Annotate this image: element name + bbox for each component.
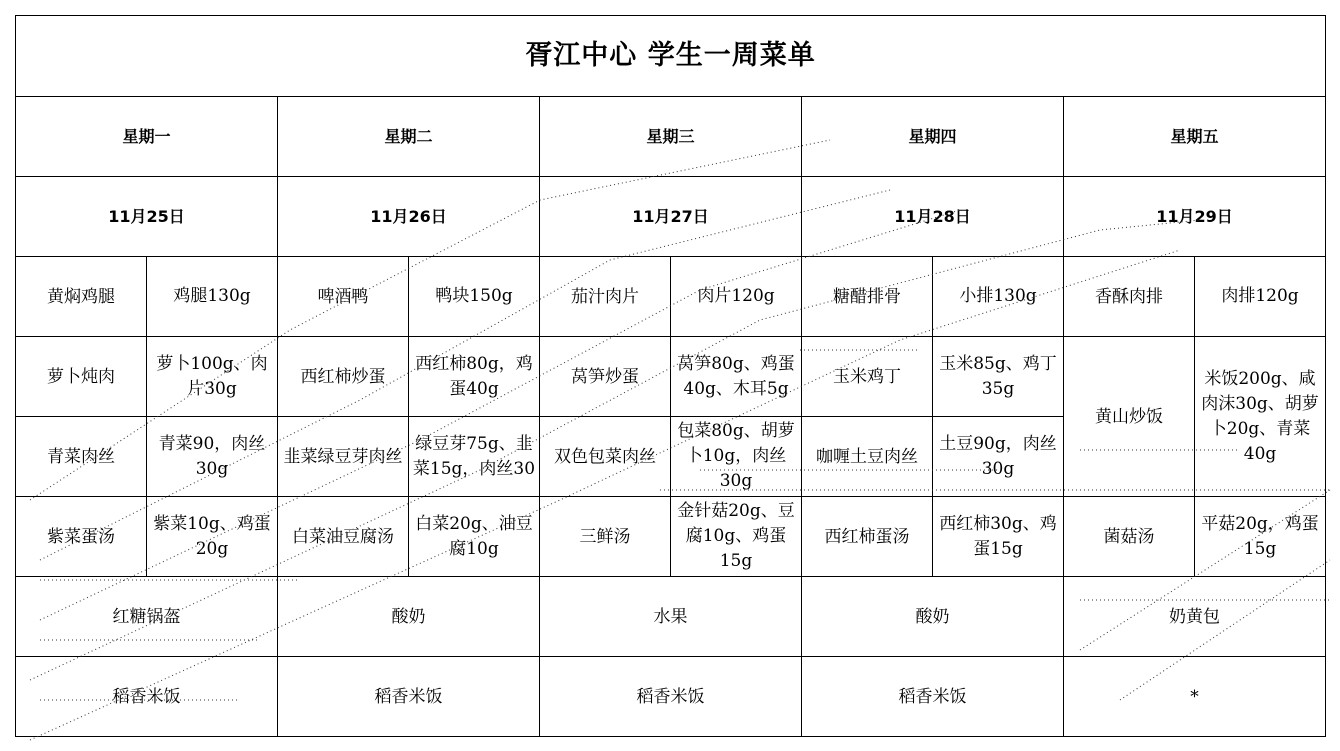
weekday-header: 星期四 xyxy=(802,97,1064,177)
snack-cell: 酸奶 xyxy=(802,577,1064,657)
weekday-header: 星期五 xyxy=(1064,97,1326,177)
dish-ingredients: 米饭200g、咸肉沫30g、胡萝卜20g、青菜40g xyxy=(1195,337,1326,497)
dish-ingredients: 鸡腿130g xyxy=(147,257,278,337)
dish-name: 糖醋排骨 xyxy=(802,257,933,337)
dish-name: 韭菜绿豆芽肉丝 xyxy=(278,417,409,497)
dish-name: 莴笋炒蛋 xyxy=(540,337,671,417)
dish-ingredients: 包菜80g、胡萝卜10g，肉丝30g xyxy=(671,417,802,497)
snack-cell: 水果 xyxy=(540,577,802,657)
side-dish-row-1 xyxy=(16,337,1326,417)
dish-ingredients: 绿豆芽75g、韭菜15g，肉丝30 xyxy=(409,417,540,497)
dish-ingredients: 玉米85g、鸡丁35g xyxy=(933,337,1064,417)
staple-cell: 稻香米饭 xyxy=(278,657,540,737)
dish-ingredients: 小排130g xyxy=(933,257,1064,337)
dish-ingredients: 莴笋80g、鸡蛋40g、木耳5g xyxy=(671,337,802,417)
dish-name: 双色包菜肉丝 xyxy=(540,417,671,497)
dish-name: 三鲜汤 xyxy=(540,497,671,577)
weekday-header: 星期一 xyxy=(16,97,278,177)
dish-ingredients: 西红柿30g、鸡蛋15g xyxy=(933,497,1064,577)
dish-name: 西红柿炒蛋 xyxy=(278,337,409,417)
dish-ingredients: 西红柿80g，鸡蛋40g xyxy=(409,337,540,417)
dish-name: 青菜肉丝 xyxy=(16,417,147,497)
dish-name: 萝卜炖肉 xyxy=(16,337,147,417)
title-row xyxy=(16,16,1326,97)
dish-ingredients: 肉排120g xyxy=(1195,257,1326,337)
dish-ingredients: 平菇20g，鸡蛋15g xyxy=(1195,497,1326,577)
dish-ingredients: 土豆90g，肉丝30g xyxy=(933,417,1064,497)
dish-name: 紫菜蛋汤 xyxy=(16,497,147,577)
staple-cell: * xyxy=(1064,657,1326,737)
main-dish-row xyxy=(16,257,1326,337)
staple-cell: 稻香米饭 xyxy=(802,657,1064,737)
date-header: 11月26日 xyxy=(278,177,540,257)
dish-name: 西红柿蛋汤 xyxy=(802,497,933,577)
snack-row xyxy=(16,577,1326,657)
snack-cell: 红糖锅盔 xyxy=(16,577,278,657)
dish-name: 菌菇汤 xyxy=(1064,497,1195,577)
soup-row xyxy=(16,497,1326,577)
dish-name: 香酥肉排 xyxy=(1064,257,1195,337)
dish-name: 黄山炒饭 xyxy=(1064,337,1195,497)
dish-ingredients: 萝卜100g、肉片30g xyxy=(147,337,278,417)
weekday-row xyxy=(16,97,1326,177)
dish-name: 玉米鸡丁 xyxy=(802,337,933,417)
date-header: 11月27日 xyxy=(540,177,802,257)
dish-name: 啤酒鸭 xyxy=(278,257,409,337)
staple-cell: 稻香米饭 xyxy=(540,657,802,737)
snack-cell: 酸奶 xyxy=(278,577,540,657)
dish-name: 黄焖鸡腿 xyxy=(16,257,147,337)
dish-name: 咖喱土豆肉丝 xyxy=(802,417,933,497)
dish-ingredients: 肉片120g xyxy=(671,257,802,337)
weekday-header: 星期三 xyxy=(540,97,802,177)
weekday-header: 星期二 xyxy=(278,97,540,177)
dish-ingredients: 青菜90，肉丝30g xyxy=(147,417,278,497)
date-header: 11月28日 xyxy=(802,177,1064,257)
dish-name: 白菜油豆腐汤 xyxy=(278,497,409,577)
menu-title: 胥江中心 学生一周菜单 xyxy=(16,16,1326,97)
dish-ingredients: 金针菇20g、豆腐10g、鸡蛋15g xyxy=(671,497,802,577)
snack-cell: 奶黄包 xyxy=(1064,577,1326,657)
date-header: 11月25日 xyxy=(16,177,278,257)
staple-row xyxy=(16,657,1326,737)
dish-ingredients: 紫菜10g、鸡蛋20g xyxy=(147,497,278,577)
staple-cell: 稻香米饭 xyxy=(16,657,278,737)
dish-ingredients: 鸭块150g xyxy=(409,257,540,337)
dish-name: 茄汁肉片 xyxy=(540,257,671,337)
weekly-menu-table xyxy=(15,15,1326,737)
date-header: 11月29日 xyxy=(1064,177,1326,257)
date-row xyxy=(16,177,1326,257)
dish-ingredients: 白菜20g、油豆腐10g xyxy=(409,497,540,577)
